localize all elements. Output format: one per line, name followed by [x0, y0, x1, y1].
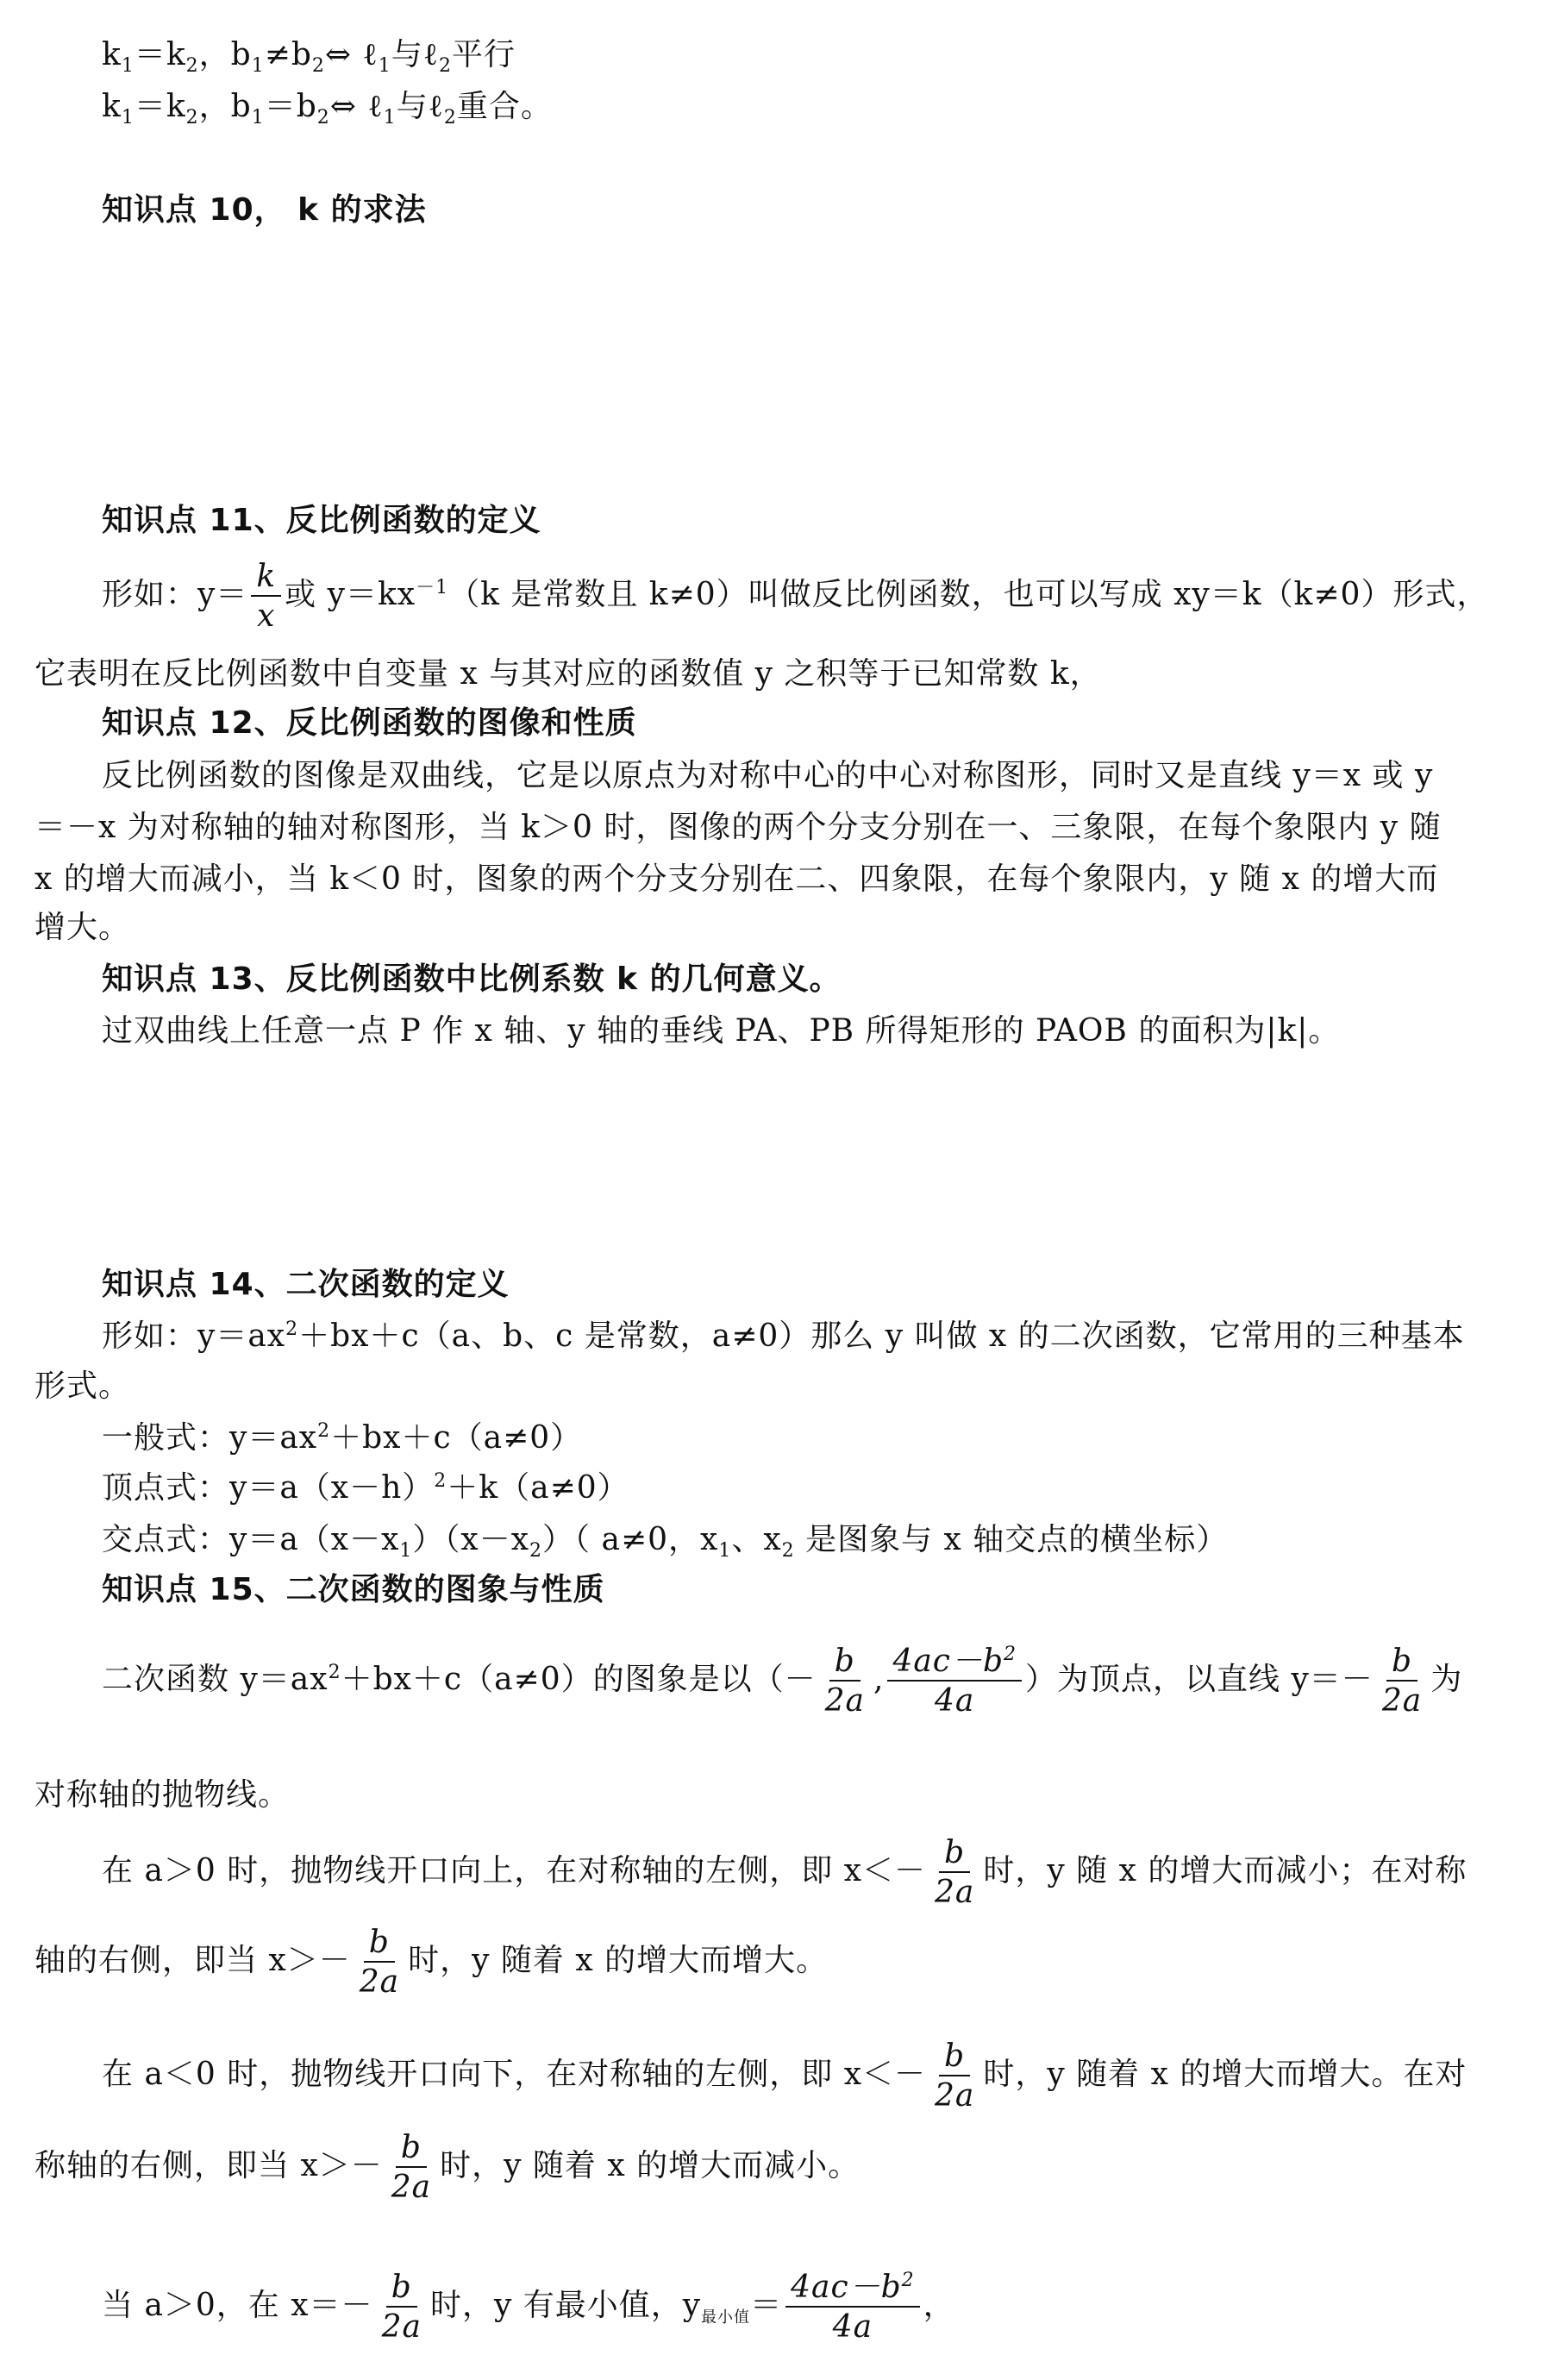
inverse-graph-line2: ＝－x 为对称轴的轴对称图形，当 k＞0 时，图像的两个分支分别在一、三象限，在每个象限内 y 随	[34, 810, 1442, 845]
vertex-form: 顶点式：$y=a(x-h)^2+k(a\ne 0)$	[102, 1470, 629, 1506]
fraction-b-over-2a: $\frac{b}{2a}$	[935, 2039, 975, 2114]
coincide-condition: $k_1=k_2$，$b_1=b_2\Leftrightarrow$ ℓ$_1$与ℓ$_2$重合。	[102, 89, 553, 129]
heading-15: 知识点 15、二次函数的图象与性质	[102, 1572, 605, 1607]
general-form: 一般式：$y=ax^2+bx+c(a\ne 0)$	[102, 1420, 583, 1456]
minimum-value-line: 当 a＞0，在 x＝－ $\frac{b}{2a}$ 时，y 有最小值，$y_{最小值}=$ $\frac{4ac-b^2}{4a}$ ，	[102, 2270, 955, 2345]
inverse-graph-line4: 增大。	[34, 910, 131, 945]
a-negative-line2: 称轴的右侧，即当 x＞－ $\frac{b}{2a}$ 时，y 随着 x 的增大而减小。	[34, 2130, 860, 2205]
a-positive-line1: 在 a＞0 时，抛物线开口向上，在对称轴的左侧，即 x＜－ $\frac{b}{2a}$ 时，y 随 x 的增大而减小；在对称	[102, 1835, 1468, 1910]
a-negative-line1: 在 a＜0 时，抛物线开口向下，在对称轴的左侧，即 x＜－ $\frac{b}{2a}$ 时，y 随着 x 的增大而增大。在对	[102, 2039, 1468, 2114]
fraction-b-over-2a: $\frac{b}{2a}$	[391, 2130, 432, 2205]
inverse-graph-line3: x 的增大而减小，当 k＜0 时，图象的两个分支分别在二、四象限，在每个象限内，y 随 x 的增大而	[34, 861, 1439, 897]
heading-10: 知识点 10， k 的求法	[102, 192, 427, 228]
fraction-b-over-2a: $\frac{b}{2a}$	[359, 1925, 400, 2000]
inverse-graph-line1: 反比例函数的图像是双曲线，它是以原点为对称中心的中心对称图形，同时又是直线 y＝x 或 y	[102, 758, 1434, 793]
heading-13: 知识点 13、反比例函数中比例系数 k 的几何意义。	[102, 961, 842, 997]
fraction-4ac-minus-b2-over-4a: $\frac{4ac-b^2}{4a}$	[887, 1645, 1022, 1718]
vertex-statement-line2: 对称轴的抛物线。	[34, 1777, 291, 1813]
inverse-definition-line2: 它表明在反比例函数中自变量 x 与其对应的函数值 y 之积等于已知常数 k，	[34, 656, 1102, 692]
heading-14: 知识点 14、二次函数的定义	[102, 1267, 510, 1302]
geometric-meaning: 过双曲线上任意一点 P 作 x 轴、y 轴的垂线 PA、PB 所得矩形的 PAOB 的面积为|k|。	[102, 1013, 1341, 1049]
fraction-b-over-2a: $\frac{b}{2a}$	[1381, 1644, 1423, 1719]
heading-12: 知识点 12、反比例函数的图像和性质	[102, 705, 637, 741]
intercept-form: 交点式：$y=a(x-x_1)(x-x_2)$（ a≠0，$x_1$、$x_2$ 是图象与 x 轴交点的横坐标）	[102, 1522, 1229, 1563]
heading-11: 知识点 11、反比例函数的定义	[102, 503, 541, 538]
fraction-b-over-2a: $\frac{b}{2a}$	[824, 1644, 865, 1719]
fraction-k-over-x: $\frac{k}{x}$	[251, 561, 281, 633]
fraction-b-over-2a: $\frac{b}{2a}$	[935, 1835, 975, 1910]
quadratic-definition-line2: 形式。	[34, 1368, 131, 1404]
parallel-condition: $k_1=k_2$，$b_1\ne b_2\Leftrightarrow$ ℓ$_1$与ℓ$_2$平行	[102, 37, 516, 78]
vertex-statement-line1: 二次函数 $y=ax^2+bx+c(a\ne 0)$的图象是以（－ $\frac{b}{2a}$ , $\frac{4ac-b^2}{4a}$ ）为顶点，以直线 y＝－ $\frac{b}{2a}$ 为	[102, 1644, 1463, 1719]
fraction-4ac-minus-b2-over-4a: $\frac{4ac-b^2}{4a}$	[785, 2271, 920, 2344]
quadratic-definition-line1: 形如：$y=ax^2+bx+c(a$、b、c 是常数，a≠0）那么 y 叫做 x 的二次函数，它常用的三种基本	[102, 1318, 1465, 1354]
inverse-definition-line1: 形如：y＝ $\frac{k}{x}$ 或 $y=kx^{-1}(k$ 是常数且 k≠0）叫做反比例函数，也可以写成 xy＝k（k≠0）形式，	[102, 559, 1489, 634]
fraction-b-over-2a: $\frac{b}{2a}$	[381, 2270, 422, 2345]
a-positive-line2: 轴的右侧，即当 x＞－ $\frac{b}{2a}$ 时，y 随着 x 的增大而增大。	[34, 1925, 829, 2000]
